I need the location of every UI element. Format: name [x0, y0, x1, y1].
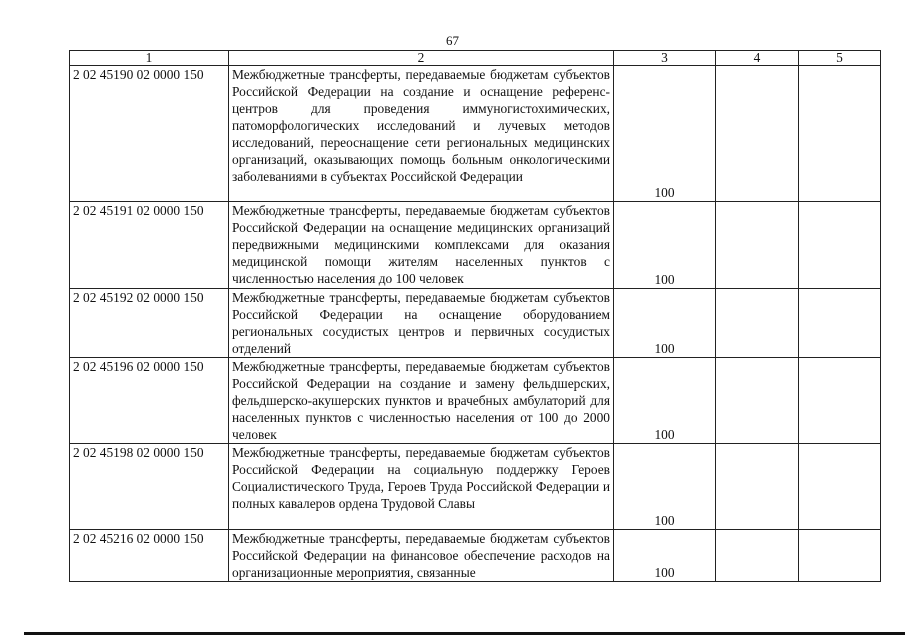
header-col-1: 1 [70, 51, 229, 66]
header-col-3: 3 [614, 51, 716, 66]
page-number: 67 [446, 33, 459, 48]
row-value-col4 [716, 289, 799, 358]
row-description: Межбюджетные трансферты, передаваемые бюджетам субъектов Российской Федерации на создание и замену фельдшерских, фельдшерско-акушерских пунктов и врачебных амбулаторий для населенных пунктов с численностью населения от 100 до 2000 человек [229, 358, 614, 444]
bottom-rule [24, 632, 905, 635]
row-code: 2 02 45216 02 0000 150 [70, 530, 229, 582]
row-value-col3: 100 [614, 202, 716, 289]
row-code: 2 02 45190 02 0000 150 [70, 66, 229, 202]
row-description: Межбюджетные трансферты, передаваемые бюджетам субъектов Российской Федерации на финансовое обеспечение расходов на организационные мероприятия, связанные [229, 530, 614, 582]
table-row [70, 202, 881, 289]
row-value-col3: 100 [614, 358, 716, 444]
row-description: Межбюджетные трансферты, передаваемые бюджетам субъектов Российской Федерации на оснащение оборудованием региональных сосудистых центров и первичных сосудистых отделений [229, 289, 614, 358]
row-value-col4 [716, 530, 799, 582]
row-value-col3: 100 [614, 289, 716, 358]
row-value-col4 [716, 66, 799, 202]
header-row [70, 51, 881, 66]
row-description: Межбюджетные трансферты, передаваемые бюджетам субъектов Российской Федерации на социальную поддержку Героев Социалистического Труда, Героев Труда Российской Федерации и полных кавалеров ордена Трудовой Славы [229, 444, 614, 530]
table-row [70, 444, 881, 530]
row-description: Межбюджетные трансферты, передаваемые бюджетам субъектов Российской Федерации на создание и оснащение референс-центров для проведения иммуногистохимических, патоморфологических исследований и лучевых методов исследований, переоснащение сети региональных медицинских организаций, оказывающих помощь больным онкологическими заболеваниями в субъектах Российской Федерации [229, 66, 614, 202]
table-row [70, 289, 881, 358]
header-col-4: 4 [716, 51, 799, 66]
row-value-col4 [716, 202, 799, 289]
row-value-col5 [799, 530, 881, 582]
table-row [70, 358, 881, 444]
row-value-col5 [799, 66, 881, 202]
row-value-col5 [799, 289, 881, 358]
row-description: Межбюджетные трансферты, передаваемые бюджетам субъектов Российской Федерации на оснащение медицинских организаций передвижными медицинскими комплексами для оказания медицинской помощи жителям населенных пунктов с численностью населения до 100 человек [229, 202, 614, 289]
row-code: 2 02 45196 02 0000 150 [70, 358, 229, 444]
row-value-col5 [799, 202, 881, 289]
row-value-col4 [716, 444, 799, 530]
table-row [70, 66, 881, 202]
header-col-2: 2 [229, 51, 614, 66]
row-code: 2 02 45191 02 0000 150 [70, 202, 229, 289]
row-value-col3: 100 [614, 530, 716, 582]
row-value-col3: 100 [614, 444, 716, 530]
row-code: 2 02 45198 02 0000 150 [70, 444, 229, 530]
table-row [70, 530, 881, 582]
row-value-col4 [716, 358, 799, 444]
row-value-col5 [799, 444, 881, 530]
row-code: 2 02 45192 02 0000 150 [70, 289, 229, 358]
budget-table [69, 50, 881, 582]
row-value-col3: 100 [614, 66, 716, 202]
header-col-5: 5 [799, 51, 881, 66]
row-value-col5 [799, 358, 881, 444]
